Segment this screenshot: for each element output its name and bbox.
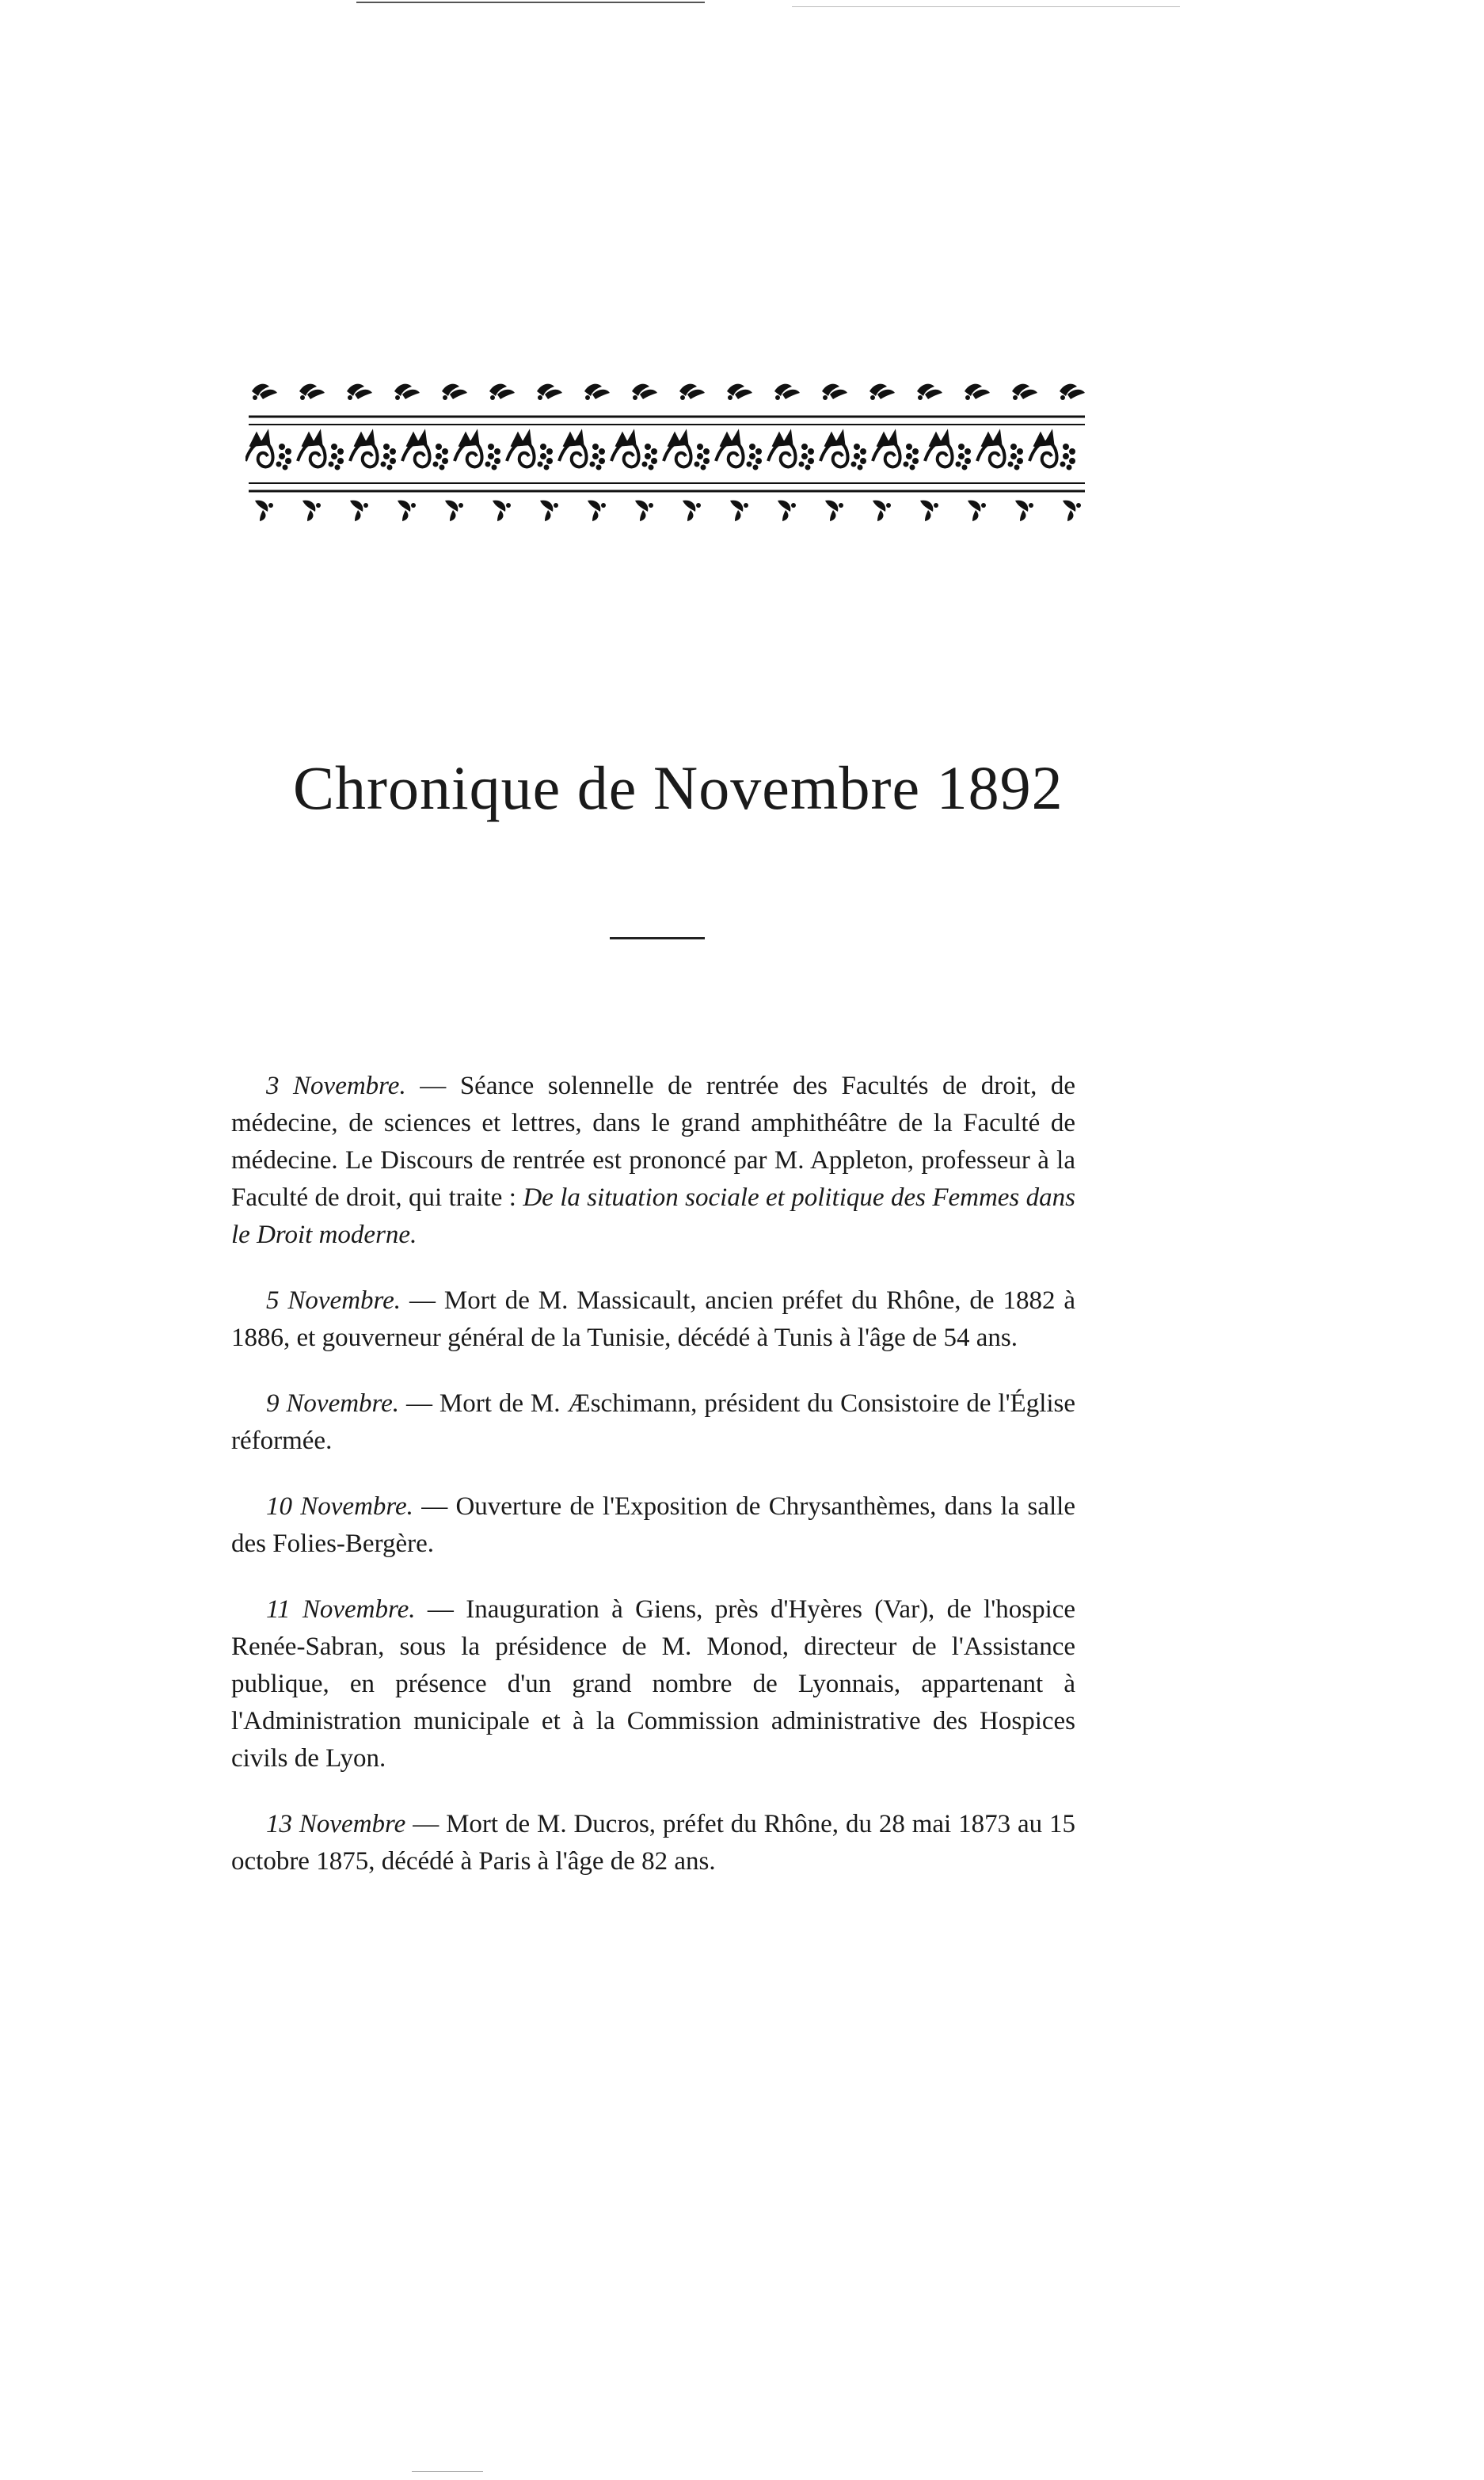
- chronicle-entries: [231, 1068, 1075, 1909]
- entry-italic-title: De la situation sociale et politique des Femmes dans le Droit moderne.: [231, 1183, 1076, 1249]
- entry-date: 3 Novembre.: [266, 1072, 406, 1100]
- floral-vine-ornament-icon: [245, 372, 1088, 539]
- scan-artifact-top: [356, 2, 705, 3]
- entry-date: 11 Novembre.: [266, 1595, 416, 1624]
- title-divider: [610, 937, 705, 939]
- entry-date: 10 Novembre.: [266, 1492, 413, 1521]
- entry-dash: —: [427, 1595, 454, 1624]
- entry-date: 5 Novembre.: [266, 1286, 401, 1315]
- entry-dash: —: [413, 1810, 439, 1838]
- entry-11-novembre: [231, 1591, 1075, 1777]
- entry-13-novembre: [231, 1806, 1075, 1880]
- entry-9-novembre: [231, 1385, 1075, 1460]
- page-title: Chronique de Novembre 1892: [293, 753, 1064, 822]
- entry-10-novembre: [231, 1488, 1075, 1563]
- entry-3-novembre: [231, 1068, 1075, 1254]
- entry-text: Mort de M. Ducros, préfet du Rhône, du 28 mai 1873 au 15 octobre 1875, décédé à Paris à l'âge de 82 ans.: [231, 1810, 1076, 1876]
- entry-text: Séance solennelle de rentrée des Facultés de droit, de médecine, de sciences et lettres, dans le grand amphithéâtre de la Faculté de médecine. Le Discours de rentrée est prononcé par M. Appleton, professeur à la Faculté de droit, qui traite :: [231, 1072, 1076, 1212]
- entry-text: Inauguration à Giens, près d'Hyères (Var), de l'hospice Renée-Sabran, sous la présidence de M. Monod, directeur de l'Assistance publique, en présence d'un grand nombre de Lyonnais, appartenant à l'Administration municipale et à la Commission administrative des Hospices civils de Lyon.: [231, 1595, 1076, 1773]
- entry-dash: —: [405, 1389, 432, 1418]
- entry-date: 13 Novembre: [266, 1810, 406, 1838]
- entry-dash: —: [420, 1072, 447, 1100]
- entry-text: Mort de M. Massicault, ancien préfet du Rhône, de 1882 à 1886, et gouverneur général de la Tunisie, décédé à Tunis à l'âge de 54 ans.: [231, 1286, 1076, 1352]
- entry-text: Ouverture de l'Exposition de Chrysanthèmes, dans la salle des Folies-Bergère.: [231, 1492, 1075, 1558]
- entry-date: 9 Novembre.: [266, 1389, 400, 1418]
- scan-artifact-top-right: [792, 6, 1180, 7]
- entry-dash: —: [409, 1286, 436, 1315]
- entry-5-novembre: [231, 1282, 1075, 1357]
- scan-artifact-bottom: [412, 2471, 483, 2472]
- entry-text: Mort de M. Æschimann, président du Consistoire de l'Église réformée.: [231, 1389, 1076, 1455]
- entry-dash: —: [421, 1492, 448, 1521]
